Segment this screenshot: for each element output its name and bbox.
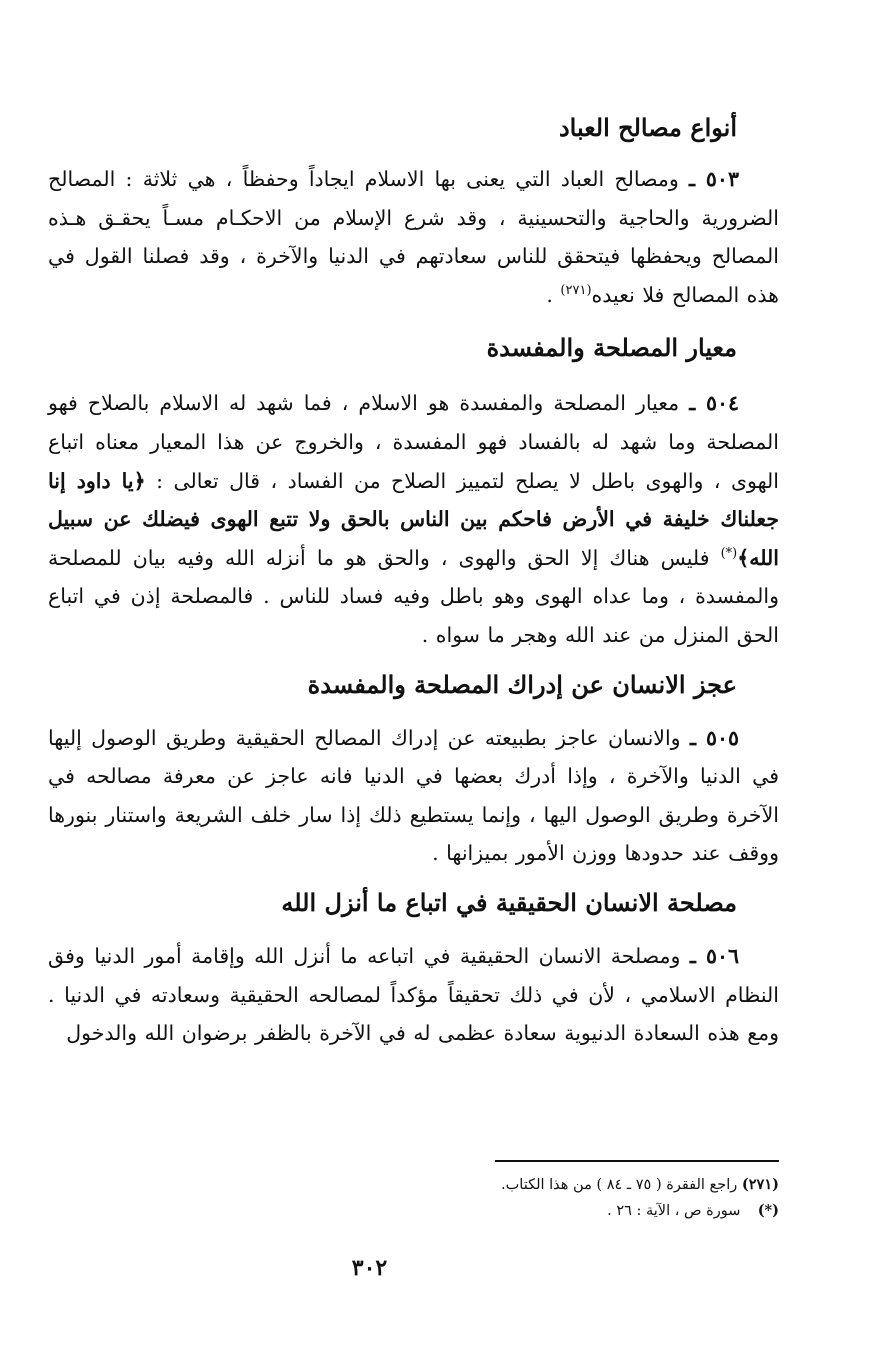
paragraph-text: فليس هناك إلا الحق والهوى ، والحق هو ما أنزله الله وفيه بيان للمصلحة والمفسدة ، وما عداه الهوى وهو باطل وفيه فساد للناس . فالمصلحة إذن في اتباع الحق المنزل من عند الله وهجر ما سواه . (48, 545, 779, 647)
paragraph-number: ٥٠٤ ـ (689, 391, 739, 416)
quran-verse: ﴿يا داود إنا جعلناك خليفة في الأرض فاحكم بين الناس بالحق ولا تتبع الهوى فيضلك عن سبيل الله﴾ (48, 468, 779, 570)
paragraph-number: ٥٠٦ ـ (689, 943, 739, 968)
section-heading: مصلحة الانسان الحقيقية في اتباع ما أنزل الله (281, 887, 737, 917)
footnote-reference: (٢٧١) (560, 282, 592, 298)
footnote (300, 1172, 779, 1198)
paragraph-end: . (546, 282, 561, 307)
footnotes (300, 1172, 779, 1224)
paragraph (48, 384, 779, 654)
section-heading: معيار المصلحة والمفسدة (486, 333, 737, 363)
paragraph (48, 160, 779, 314)
paragraph-number: ٥٠٣ ـ (689, 167, 739, 191)
footnote-reference: (*) (720, 545, 738, 561)
footnote-text: راجع الفقرة ( ٧٥ ـ ٨٤ ) من هذا الكتاب. (501, 1177, 738, 1193)
footnote-divider (495, 1160, 779, 1162)
paragraph (48, 719, 779, 873)
section-heading: أنواع مصالح العباد (558, 113, 737, 142)
footnote (300, 1198, 779, 1224)
paragraph-number: ٥٠٥ ـ (689, 725, 739, 750)
paragraph-text: ومصلحة الانسان الحقيقية في اتباعه ما أنزل الله وإقامة أمور الدنيا وفق النظام الاسلامي ، لأن في ذلك تحقيقاً مؤكداً لمصالحه الحقيقية وسعادته في الدنيا . ومع هذه السعادة الدنيوية سعادة عظمى له في الآخرة بالظفر برضوان الله والدخول (48, 943, 779, 1046)
main-text (48, 110, 779, 1053)
footnote-mark: (*) (757, 1202, 779, 1219)
paragraph (48, 937, 779, 1053)
page-number: ٣٠٢ (351, 1255, 388, 1281)
footnote-mark: (٢٧١) (741, 1176, 779, 1193)
footnote-text: سورة ص ، الآية : ٢٦ . (607, 1203, 741, 1219)
paragraph-text: معيار المصلحة والمفسدة هو الاسلام ، فما شهد له الاسلام بالصلاح فهو المصلحة وما شهد له بالفساد فهو المفسدة ، والخروج عن هذا المعيار معناه اتباع الهوى ، والهوى باطل لا يصلح لتمييز الصلاح من الفساد ، قال تعالى : (48, 391, 779, 493)
paragraph-text: ومصالح العباد التي يعنى بها الاسلام ايجاداً وحفظاً ، هي ثلاثة : المصالح الضرورية والحاجية والتحسينية ، وقد شرع الإسلام من الاحكـام مسـاً يحقـق هـذه المصالح ويحفظها فيتحقق للناس سعادتهم في الدنيا والآخرة ، وقد فصلنا القول في هذه المصالح فلا نعيده (48, 167, 779, 307)
paragraph-text: والانسان عاجز بطبيعته عن إدراك المصالح الحقيقية وطريق الوصول إليها في الدنيا والآخرة ، وإذا أدرك بعضها في الدنيا فانه عاجز عن معرفة مصالحه في الآخرة وطريق الوصول اليها ، وإنما يستطيع ذلك إذا سار خلف الشريعة واستنار بنورها ووقف عند حدودها ووزن الأمور بميزانها . (48, 725, 779, 866)
section-heading: عجز الانسان عن إدراك المصلحة والمفسدة (307, 669, 737, 699)
